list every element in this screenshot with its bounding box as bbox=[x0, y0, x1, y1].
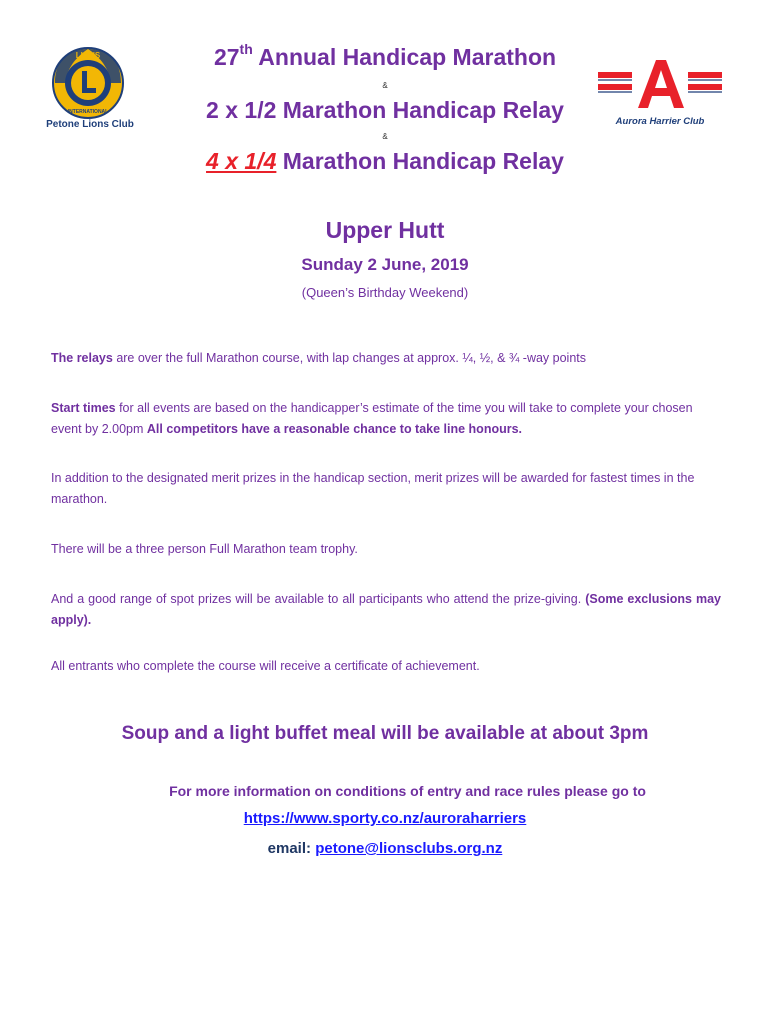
lions-club-caption: Petone Lions Club bbox=[46, 119, 134, 130]
title-annual-marathon: 27th Annual Handicap Marathon bbox=[213, 41, 557, 70]
email-label: email: bbox=[267, 840, 316, 857]
event-weekend-note: (Queen’s Birthday Weekend) bbox=[301, 285, 469, 300]
more-info-text: For more information on conditions of entry and race rules please go to bbox=[169, 783, 646, 799]
paragraph-spot-prizes: And a good range of spot prizes will be available to all participants who attend the prize-giving. (Some exclusions may apply). bbox=[51, 592, 722, 627]
ampersand-separator: & bbox=[382, 81, 388, 90]
title-highlight: 4 x 1/4 bbox=[206, 148, 277, 174]
email-line bbox=[0, 840, 770, 857]
event-location: Upper Hutt bbox=[325, 217, 445, 243]
event-date: Sunday 2 June, 2019 bbox=[301, 255, 469, 274]
ampersand-separator: & bbox=[382, 132, 388, 141]
aurora-harrier-caption: Aurora Harrier Club bbox=[615, 116, 705, 127]
lions-ring-text: LIONS bbox=[75, 51, 101, 60]
website-link[interactable]: https://www.sporty.co.nz/auroraharriers bbox=[243, 810, 527, 827]
soup-buffet-note: Soup and a light buffet meal will be available at about 3pm bbox=[121, 723, 649, 744]
title-quarter-marathon-relay: 4 x 1/4 Marathon Handicap Relay bbox=[206, 148, 564, 174]
paragraph-merit-prizes: In addition to the designated merit prizes in the handicap section, merit prizes will be awarded for fastest times in the marathon. bbox=[51, 471, 695, 506]
paragraph-start-times: Start times for all events are based on the handicapper’s estimate of the time you will take to complete your chosen event by 2.00pm All competitors have a reasonable chance to take line honours. bbox=[51, 401, 693, 436]
paragraph-relays: The relays are over the full Marathon course, with lap changes at approx. ¼, ½, & ¾ -way points bbox=[51, 351, 587, 365]
title-ordinal-suffix: th bbox=[239, 41, 253, 57]
paragraph-certificate: All entrants who complete the course will receive a certificate of achievement. bbox=[51, 659, 480, 673]
lions-club-logo bbox=[52, 47, 124, 119]
paragraph-team-trophy: There will be a three person Full Marathon team trophy. bbox=[51, 542, 358, 556]
lions-ring-text-bottom: INTERNATIONAL bbox=[67, 109, 109, 115]
email-link[interactable]: petone@lionsclubs.org.nz bbox=[315, 840, 503, 857]
title-half-marathon-relay: 2 x 1/2 Marathon Handicap Relay bbox=[206, 97, 564, 123]
